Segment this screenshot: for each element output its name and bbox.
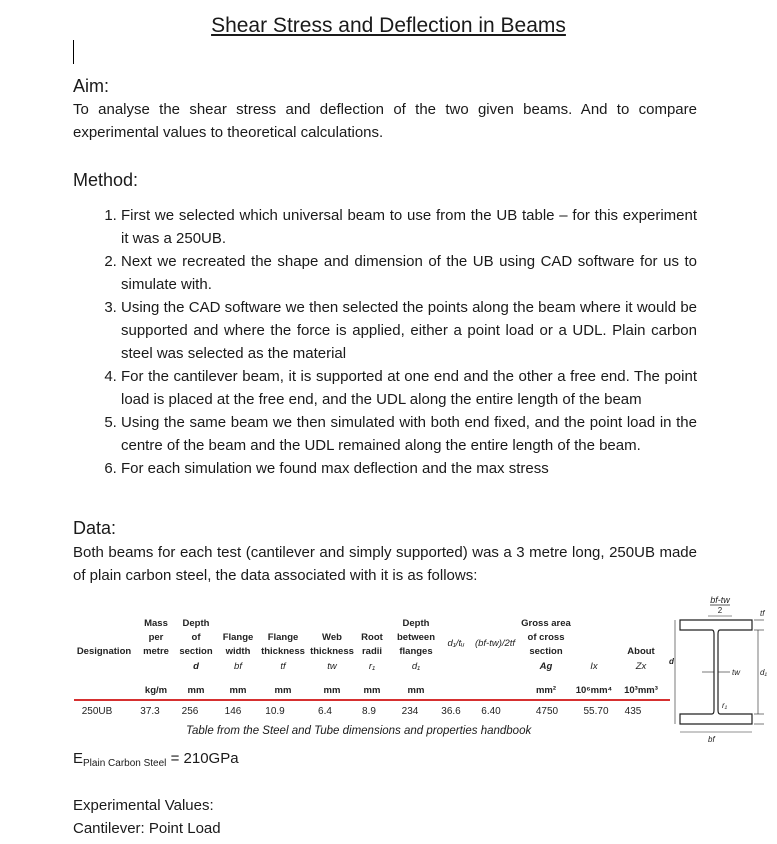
cell-designation: 250UB: [81, 706, 113, 717]
unit-ix: 10⁶mm⁴: [575, 685, 613, 696]
cell-depth: 256: [181, 706, 199, 717]
header-d1-tw: d₁/tᵤ: [447, 638, 465, 649]
symbol-gross-area: Ag: [539, 661, 553, 672]
header-flange-thickness-2: thickness: [261, 646, 305, 657]
cell-bf-tw-2tf: 6.40: [481, 706, 501, 717]
cell-mass: 37.3: [140, 706, 160, 717]
experimental-subheading: Cantilever: Point Load: [73, 820, 221, 837]
header-depth-1: Depth: [182, 618, 210, 629]
modulus-line: [73, 750, 239, 769]
header-designation: Designation: [76, 646, 132, 657]
cell-zx: 435: [624, 706, 642, 717]
method-list: [73, 204, 697, 480]
symbol-zx: Zx: [635, 661, 647, 672]
header-depth-between-1: Depth: [402, 618, 430, 629]
unit-zx: 10³mm³: [624, 685, 658, 696]
method-heading: Method:: [73, 170, 139, 190]
diagram-label-bf: bf: [708, 735, 715, 744]
aim-heading: Aim:: [73, 76, 109, 96]
cell-web-thickness: 6.4: [318, 706, 332, 717]
unit-flange-thickness: mm: [274, 685, 292, 696]
text-cursor: [73, 40, 74, 64]
header-gross-area-2: of cross: [527, 632, 565, 643]
method-step: 2. Next we recreated the shape and dimension of the UB using CAD software for us to simulate with.: [121, 250, 697, 296]
header-flange-width-2: width: [225, 646, 251, 657]
cell-ix: 55.70: [583, 706, 609, 717]
header-depth-3: section: [179, 646, 213, 657]
header-mass-3: metre: [143, 646, 169, 657]
unit-mass: kg/m: [144, 685, 168, 696]
cell-depth-between: 234: [401, 706, 419, 717]
header-flange-thickness-1: Flange: [267, 632, 299, 643]
unit-depth: mm: [187, 685, 205, 696]
symbol-flange-thickness: tf: [280, 661, 286, 672]
unit-web-thickness: mm: [323, 685, 341, 696]
diagram-label-tf: tf: [760, 609, 765, 618]
modulus-subscript: Plain Carbon Steel: [83, 758, 167, 769]
unit-flange-width: mm: [229, 685, 247, 696]
table-caption: Table from the Steel and Tube dimensions and properties handbook: [186, 725, 532, 737]
symbol-root-radii: r₁: [368, 661, 376, 672]
cell-gross-area: 4750: [535, 706, 559, 717]
diagram-label-top-den: 2: [717, 606, 723, 615]
cell-flange-thickness: 10.9: [265, 706, 285, 717]
data-text: Both beams for each test (cantilever and simply supported) was a 3 metre long, 250UB made of plain carbon steel, the data associated with it is as follows:: [73, 544, 697, 584]
header-bf-tw-2tf: (bf-tw)/2tf: [474, 638, 516, 649]
modulus-value: = 210GPa: [170, 750, 239, 767]
cell-flange-width: 146: [224, 706, 242, 717]
header-web-thickness-2: thickness: [310, 646, 354, 657]
header-depth-between-2: between: [396, 632, 435, 643]
header-root-radii-2: radii: [361, 646, 383, 657]
method-step: 3. Using the CAD software we then selected the points along the beam where it would be supported and where the force is applied, either a point load or a UDL. Plain carbon steel was selected as the material: [121, 296, 697, 365]
unit-gross-area: mm²: [535, 685, 557, 696]
header-web-thickness-1: Web: [322, 632, 342, 643]
header-depth-2: of: [191, 632, 201, 643]
symbol-web-thickness: tw: [327, 661, 337, 672]
header-mass-1: Mass: [144, 618, 168, 629]
modulus-symbol: E: [73, 750, 84, 767]
symbol-ix: Ix: [590, 661, 598, 672]
cell-d1-tw: 36.6: [441, 706, 461, 717]
unit-depth-between: mm: [407, 685, 425, 696]
method-step: 6. For each simulation we found max deflection and the max stress: [121, 457, 697, 480]
diagram-label-d: d: [669, 657, 674, 666]
header-depth-between-3: flanges: [399, 646, 433, 657]
header-gross-area-1: Gross area: [521, 618, 571, 629]
header-gross-area-3: section: [529, 646, 563, 657]
symbol-depth-between: d₁: [411, 661, 421, 672]
diagram-label-r1: r₁: [722, 701, 728, 710]
table-divider: [74, 699, 670, 701]
unit-root-radii: mm: [363, 685, 381, 696]
data-heading: Data:: [73, 518, 117, 538]
header-root-radii-1: Root: [361, 632, 383, 643]
header-about: About: [627, 646, 655, 657]
method-step: 1. First we selected which universal beam to use from the UB table – for this experiment it was a 250UB.: [121, 204, 697, 250]
page-title: Shear Stress and Deflection in Beams: [211, 14, 566, 37]
ibeam-section-diagram: [669, 594, 772, 750]
method-step: 5. Using the same beam we then simulated with both end fixed, and the point load in the centre of the beam and the UDL remained along the entire length of the beam.: [121, 411, 697, 457]
symbol-flange-width: bf: [234, 661, 242, 672]
experimental-heading: Experimental Values:: [73, 797, 214, 814]
header-mass-2: per: [148, 632, 164, 643]
diagram-label-tw: tw: [732, 668, 740, 677]
symbol-depth: d: [193, 661, 199, 672]
header-flange-width-1: Flange: [222, 632, 254, 643]
diagram-label-d1: d₁: [760, 668, 767, 677]
aim-text: To analyse the shear stress and deflection of the two given beams. And to compare experimental values to theoretical calculations.: [73, 101, 697, 141]
cell-root-radii: 8.9: [362, 706, 376, 717]
method-step: 4. For the cantilever beam, it is supported at one end and the other a free end. The point load is placed at the free end, and the UDL along the entire length of the beam: [121, 365, 697, 411]
diagram-label-top: bf-tw: [710, 595, 730, 605]
